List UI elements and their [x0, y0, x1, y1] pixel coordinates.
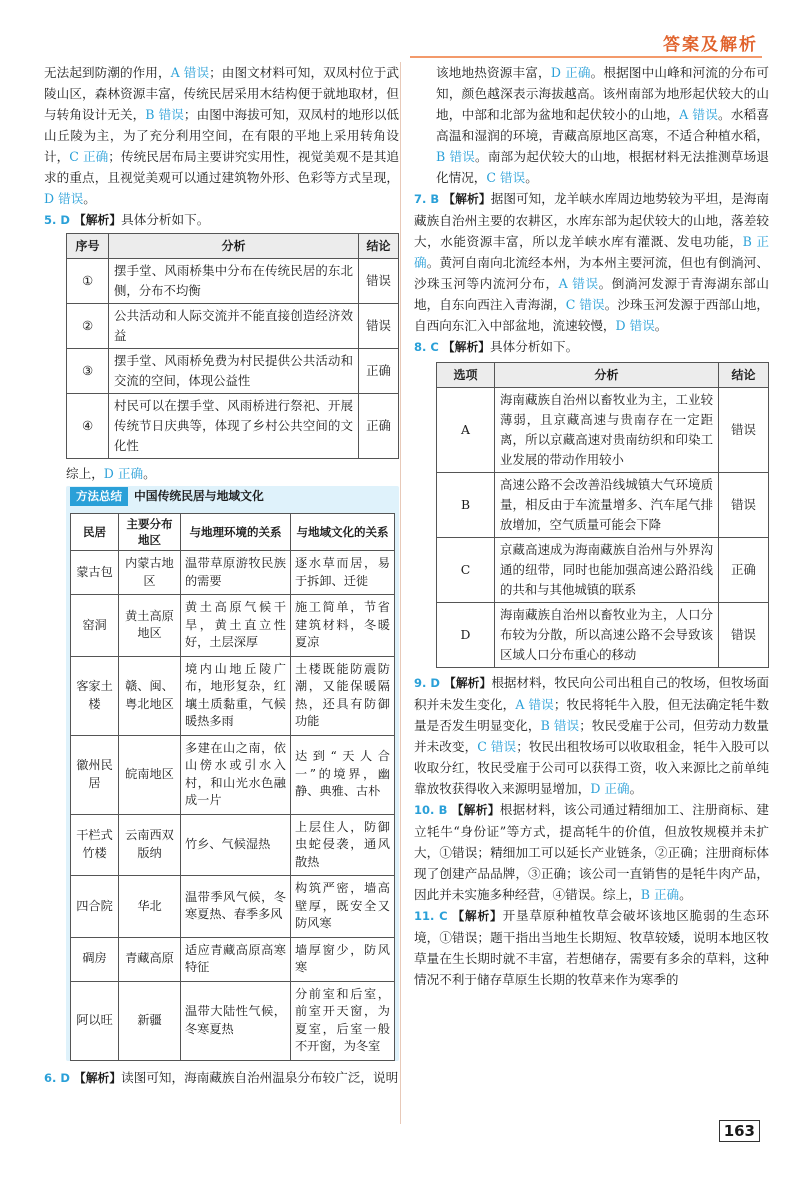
- q4-explanation-continued: [44, 62, 399, 209]
- text-segment: 该地地热资源丰富，: [436, 65, 551, 80]
- q8-tag: 【解析】: [442, 340, 491, 354]
- verdict-label: C 正确: [69, 149, 109, 164]
- table-row: [71, 595, 395, 657]
- table-header: 序号: [67, 234, 109, 259]
- verdict-label: D 正确: [103, 466, 144, 481]
- text-segment: 。: [83, 191, 96, 206]
- table-cell: 内蒙古地区: [119, 551, 181, 595]
- table-row: [437, 473, 769, 538]
- table-cell: 云南西双版纳: [119, 814, 181, 876]
- q8-heading: [414, 336, 769, 358]
- table-cell: ④: [67, 394, 109, 459]
- table-header: 结论: [359, 234, 399, 259]
- q7-number: 7. B: [414, 192, 440, 206]
- table-header: 选项: [437, 363, 495, 388]
- q6-heading: [44, 1067, 399, 1089]
- text-segment: 。根据图中山峰和河流的分布可知，颜色越深表示海拔越高。该州南部为地形起伏较大的山地，中部和北部为盆地和起伏较小的山地，: [436, 65, 770, 122]
- text-segment: ；传统民居布局主要讲究实用性，视觉美观不是其追求的重点，且视觉美观可以通过建筑物外形、色彩等方式呈现，: [44, 149, 400, 185]
- table-row: [71, 937, 395, 981]
- table-cell: 土楼既能防震防潮，又能保暖隔热，还具有防御功能: [291, 656, 395, 735]
- table-cell: 皖南地区: [119, 735, 181, 814]
- table-cell: 竹乡、气候湿热: [181, 814, 291, 876]
- table-cell: 多建在山之南，依山傍水或引水入村，和山光水色融成一片: [181, 735, 291, 814]
- q8-analysis-table: [436, 362, 769, 668]
- table-cell: 村民可以在摆手堂、风雨桥进行祭祀、开展传统节日庆典等，体现了乡村公共空间的文化性: [109, 394, 359, 459]
- table-row: [67, 394, 399, 459]
- text-segment: 开垦草原种植牧草会破坏该地区脆弱的生态环境，①错误；题干指出当地生长期短、牧草较矮，说明本地区牧草量在生长期时就不丰富，若想储存，需要有多余的草料，这种情况不利于储存草原生长期的牧草来作为寒季的: [414, 908, 769, 987]
- table-row: [71, 656, 395, 735]
- q10-block: [414, 799, 769, 905]
- q8-text: 具体分析如下。: [490, 339, 579, 354]
- table-cell: 四合院: [71, 876, 119, 938]
- table-cell: 适应青藏高原高寒特征: [181, 937, 291, 981]
- table-cell: 碉房: [71, 937, 119, 981]
- text-segment: 。: [143, 466, 156, 481]
- q9-text: [414, 675, 769, 796]
- table-cell: 海南藏族自治州以畜牧业为主，工业较薄弱，且京藏高速与贵南存在一定距离，所以京藏高速对贵南纺织和印染工业发展的带动作用较小: [495, 388, 719, 473]
- table-cell: 达到“天人合一”的境界，幽静、典雅、古朴: [291, 735, 395, 814]
- text-segment: ；由图文材料可知，双凤村位于武陵山区，森林资源丰富，传统民居采用木结构便于就地取材，但与转角设计无关，: [44, 65, 400, 122]
- table-cell: 京藏高速成为海南藏族自治州与外界沟通的纽带，同时也能加强高速公路沿线的共和与其他城镇的联系: [495, 538, 719, 603]
- verdict-label: B 错误: [540, 718, 580, 733]
- header-divider: [410, 56, 762, 58]
- verdict-label: A 错误: [558, 276, 599, 291]
- table-row: [71, 551, 395, 595]
- text-segment: 综上，: [66, 466, 104, 481]
- table-cell: 正确: [359, 394, 399, 459]
- table-cell: ①: [67, 259, 109, 304]
- q5-text: 具体分析如下。: [121, 212, 210, 227]
- q6-tag: 【解析】: [73, 1070, 122, 1085]
- page-number: 163: [719, 1120, 760, 1142]
- table-row: [67, 349, 399, 394]
- table-cell: 窑洞: [71, 595, 119, 657]
- q10-tag: 【解析】: [451, 803, 500, 817]
- table-row: [67, 259, 399, 304]
- text-segment: 。: [654, 318, 668, 333]
- table-cell: 错误: [359, 304, 399, 349]
- table-cell: ②: [67, 304, 109, 349]
- text-segment: 根据材料，牧民向公司出租自己的牧场，但牧场面积并未发生变化，: [414, 675, 769, 712]
- q5-conclusion: [44, 463, 399, 484]
- text-segment: 无法起到防潮的作用，: [44, 65, 171, 80]
- text-segment: 据图可知，龙羊峡水库周边地势较为平坦，是海南藏族自治州主要的农耕区，水库东部为起伏较大的山地，落差较大，水能资源丰富，所以龙羊峡水库有灌溉、发电功能，: [414, 191, 769, 249]
- table-cell: 高速公路不会改善沿线城镇大气环境质量，相反由于车流量增多、汽车尾气排放增加，空气质量可能会下降: [495, 473, 719, 538]
- text-segment: 。倒淌河发源于青海湖东部山地，自东向西注入青海湖，: [414, 276, 769, 312]
- left-column: [44, 62, 399, 1089]
- verdict-label: C 错误: [486, 170, 526, 185]
- method-summary-tag: 方法总结: [70, 487, 128, 506]
- table-header: 分析: [495, 363, 719, 388]
- q5-heading: [44, 209, 399, 231]
- verdict-label: C 错误: [477, 739, 517, 754]
- table-header: 与地理环境的关系: [181, 514, 291, 551]
- table-header: 分析: [109, 234, 359, 259]
- q5-tag: 【解析】: [73, 213, 122, 227]
- dwelling-culture-table: [70, 513, 395, 1061]
- q11-number: 11. C: [414, 909, 448, 923]
- verdict-label: D 正确: [550, 65, 591, 80]
- verdict-label: C 错误: [565, 297, 605, 312]
- table-cell: 错误: [719, 603, 769, 668]
- table-row: [437, 538, 769, 603]
- method-summary-title: [66, 486, 399, 507]
- table-cell: 徽州民居: [71, 735, 119, 814]
- method-summary-heading: 中国传统民居与地域文化: [134, 489, 264, 503]
- verdict-label: D 错误: [44, 191, 84, 206]
- q11-tag: 【解析】: [452, 909, 503, 923]
- table-cell: 错误: [719, 473, 769, 538]
- page-header-title: 答案及解析: [663, 35, 758, 55]
- table-header: 与地域文化的关系: [291, 514, 395, 551]
- column-divider: [400, 62, 401, 1124]
- table-row: [71, 981, 395, 1060]
- text-segment: ；牧民将牦牛入股，但无法确定牦牛数量是否发生明显变化，: [414, 697, 770, 733]
- table-row: [437, 603, 769, 668]
- verdict-label: D 错误: [615, 318, 655, 333]
- table-cell: ③: [67, 349, 109, 394]
- q9-block: [414, 672, 769, 799]
- q9-number: 9. D: [414, 676, 440, 690]
- table-cell: 逐水草而居，易于拆卸、迁徙: [291, 551, 395, 595]
- text-segment: ；牧民出租牧场可以收取租金，牦牛入股可以收取分红，牧民受雇于公司可以获得工资，收入来源比之前单纯靠放牧获得收入来源明显增加，: [414, 739, 770, 796]
- table-cell: 华北: [119, 876, 181, 938]
- text-segment: 。黄河自南向北流经本州，为本州主要河流，但也有倒淌河、沙珠玉河等内流河分布，: [414, 255, 770, 291]
- method-summary-box: [66, 486, 399, 1061]
- table-cell: 境内山地丘陵广布，地形复杂，红壤土质黏重，气候暖热多雨: [181, 656, 291, 735]
- q7-text: [414, 191, 769, 333]
- q6-explanation-continued: [414, 62, 769, 188]
- verdict-label: A 错误: [170, 65, 210, 80]
- text-segment: 。: [525, 170, 538, 185]
- table-row: [67, 304, 399, 349]
- table-cell: 摆手堂、风雨桥集中分布在传统民居的东北侧，分布不均衡: [109, 259, 359, 304]
- q8-number: 8. C: [414, 340, 439, 354]
- verdict-label: B 错误: [436, 149, 476, 164]
- text-segment: 。水稻喜高温和湿润的环境，青藏高原地区高寒，不适合种植水稻，: [436, 107, 770, 143]
- verdict-label: B 错误: [145, 107, 184, 122]
- text-segment: 根据材料，该公司通过精细加工、注册商标、建立牦牛“身份证”等方式，提高牦牛的价值，但放牧规模并未扩大，①错误；精细加工可以延长产业链条，②正确；注册商标体现了创建产品品牌，③正确；该公司一直销售的是牦牛肉产品，因此并未实施多种经营，④错误。综上，: [414, 802, 769, 902]
- table-cell: 正确: [359, 349, 399, 394]
- table-row: [71, 735, 395, 814]
- table-cell: 干栏式竹楼: [71, 814, 119, 876]
- table-cell: 错误: [719, 388, 769, 473]
- q7-block: [414, 188, 769, 336]
- table-cell: C: [437, 538, 495, 603]
- table-cell: 阿以旺: [71, 981, 119, 1060]
- table-row: [71, 814, 395, 876]
- table-cell: 分前室和后室，前室开天窗，为夏室，后室一般不开窗，为冬室: [291, 981, 395, 1060]
- table-cell: 公共活动和人际交流并不能直接创造经济效益: [109, 304, 359, 349]
- q9-tag: 【解析】: [444, 676, 492, 690]
- table-cell: 温带季风气候，冬寒夏热、春季多风: [181, 876, 291, 938]
- table-cell: 摆手堂、风雨桥免费为村民提供公共活动和交流的空间，体现公益性: [109, 349, 359, 394]
- q11-block: [414, 905, 769, 990]
- right-column: [414, 62, 769, 990]
- table-cell: 海南藏族自治州以畜牧业为主，人口分布较为分散，所以高速公路不会导致该区域人口分布重心的移动: [495, 603, 719, 668]
- table-cell: 上层住人，防御虫蛇侵袭，通风散热: [291, 814, 395, 876]
- q10-number: 10. B: [414, 803, 448, 817]
- table-cell: 温带草原游牧民族的需要: [181, 551, 291, 595]
- verdict-label: A 错误: [679, 107, 719, 122]
- q6-text: 读图可知，海南藏族自治州温泉分布较广泛，说明: [121, 1069, 399, 1085]
- table-cell: 黄土高原地区: [119, 595, 181, 657]
- table-cell: 新疆: [119, 981, 181, 1060]
- table-cell: D: [437, 603, 495, 668]
- verdict-label: B 正确: [640, 887, 680, 902]
- verdict-label: D 正确: [590, 781, 630, 796]
- q10-text: [414, 802, 769, 902]
- q5-analysis-table: [66, 233, 399, 459]
- table-header: 民居: [71, 514, 119, 551]
- q7-tag: 【解析】: [443, 192, 491, 206]
- table-cell: 错误: [359, 259, 399, 304]
- table-cell: 客家土楼: [71, 656, 119, 735]
- table-cell: 赣、闽、粤北地区: [119, 656, 181, 735]
- table-header: 结论: [719, 363, 769, 388]
- text-segment: 。沙珠玉河发源于西部山地，自西向东汇入中部盆地，流速较慢，: [414, 297, 770, 333]
- table-header: 主要分布地区: [119, 514, 181, 551]
- text-segment: 。: [629, 781, 643, 796]
- table-cell: 施工简单，节省建筑材料，冬暖夏凉: [291, 595, 395, 657]
- q5-number: 5. D: [44, 213, 70, 227]
- text-segment: 。南部为起伏较大的山地，根据材料无法推测草场退化情况，: [436, 149, 770, 185]
- text-segment: ；牧民受雇于公司，但劳动力数量并未改变，: [414, 718, 770, 754]
- table-cell: 温带大陆性气候，冬寒夏热: [181, 981, 291, 1060]
- table-row: [71, 876, 395, 938]
- table-cell: 青藏高原: [119, 937, 181, 981]
- verdict-label: A 错误: [515, 697, 554, 712]
- text-segment: 。: [679, 887, 692, 902]
- table-cell: 墙厚窗少，防风寒: [291, 937, 395, 981]
- table-cell: 黄土高原气候干旱，黄土直立性好，土层深厚: [181, 595, 291, 657]
- table-cell: 蒙古包: [71, 551, 119, 595]
- table-cell: 构筑严密，墙高壁厚，既安全又防风寒: [291, 876, 395, 938]
- table-cell: B: [437, 473, 495, 538]
- table-row: [437, 388, 769, 473]
- verdict-label: B 正确: [414, 234, 769, 270]
- text-segment: ；由图中海拔可知，双凤村的地形以低山丘陵为主，为了充分利用空间，在有限的平地上采用转角设计，: [44, 107, 400, 164]
- table-cell: A: [437, 388, 495, 473]
- q6-number: 6. D: [44, 1070, 70, 1085]
- table-cell: 正确: [719, 538, 769, 603]
